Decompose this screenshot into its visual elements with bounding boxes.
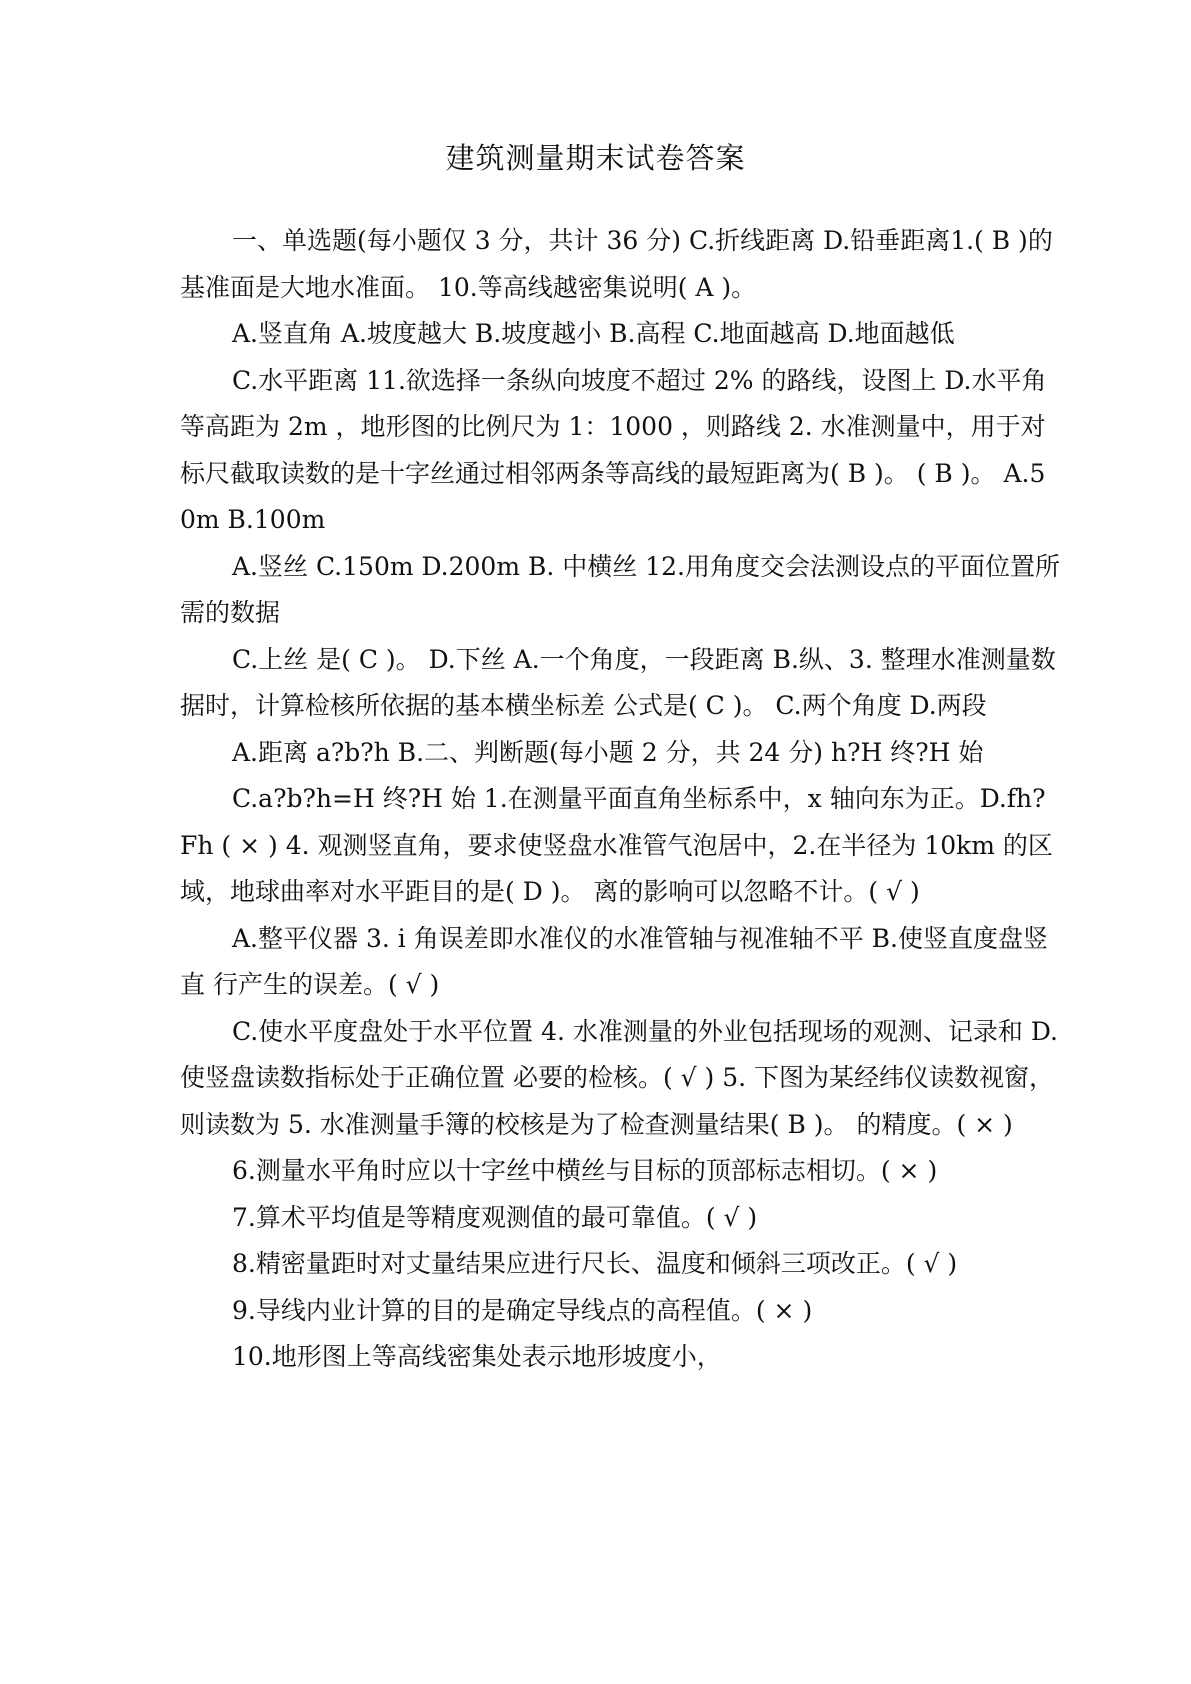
paragraph: A.整平仪器 3. i 角误差即水准仪的水准管轴与视准轴不平 B.使竖直度盘竖直 行产生的误差。( √ ) [180,923,1048,999]
paragraph: C.a?b?h=H 终?H 始 1.在测量平面直角坐标系中，x 轴向东为正。D.fh?Fh ( × ) 4. 观测竖直角，要求使竖盘水准管气泡居中，2.在半径为 10km 的区域，地球曲率对水平距目的是( D )。 离的影响可以忽略不计。( √ ) [180,784,1053,906]
paragraph: A.竖丝 C.150m D.200m B. 中横丝 12.用角度交会法测设点的平面位置所需的数据 [180,551,1060,627]
paragraph: A.竖直角 A.坡度越大 B.坡度越小 B.高程 C.地面越高 D.地面越低 [232,319,955,348]
paragraph: 10.地形图上等高线密集处表示地形坡度小， [232,1342,722,1371]
paragraph: 7.算术平均值是等精度观测值的最可靠值。( √ ) [232,1202,758,1232]
paragraph: A.距离 a?b?h B.二、判断题(每小题 2 分，共 24 分) h?H 终?H 始 [232,737,984,767]
document-body [180,218,1060,1381]
paragraph: C.使水平度盘处于水平位置 4. 水准测量的外业包括现场的观测、记录和 D.使竖盘读数指标处于正确位置 必要的检核。( √ ) 5. 下图为某经纬仪读数视窗，则读数为 5. 水准测量手簿的校核是为了检查测量结果( B )。 的精度。( × ) [180,1016,1058,1139]
paragraph: 9.导线内业计算的目的是确定导线点的高程值。( × ) [232,1295,813,1325]
paragraph: 6.测量水平角时应以十字丝中横丝与目标的顶部标志相切。( × ) [232,1156,938,1185]
document-title: 建筑测量期末试卷答案 [445,141,746,175]
paragraph: C.上丝 是( C )。 D.下丝 A.一个角度，一段距离 B.纵、3. 整理水准测量数据时，计算检核所依据的基本横坐标差 公式是( C )。 C.两个角度 D.两段 [180,644,1056,720]
paragraph: 8.精密量距时对丈量结果应进行尺长、温度和倾斜三项改正。( √ ) [232,1249,958,1278]
paragraph: C.水平距离 11.欲选择一条纵向坡度不超过 2% 的路线，设图上 D.水平角 等高距为 2m ，地形图的比例尺为 1：1000 ，则路线 2. 水准测量中，用于对标尺截取读数的是十字丝通过相邻两条等高线的最短距离为( B )。 ( B )。 A.50m B.100m [180,365,1047,534]
paragraph: 一、单选题(每小题仅 3 分，共计 36 分) C.折线距离 D.铅垂距离1.( B )的基准面是大地水准面。 10.等高线越密集说明( A )。 [180,226,1053,302]
